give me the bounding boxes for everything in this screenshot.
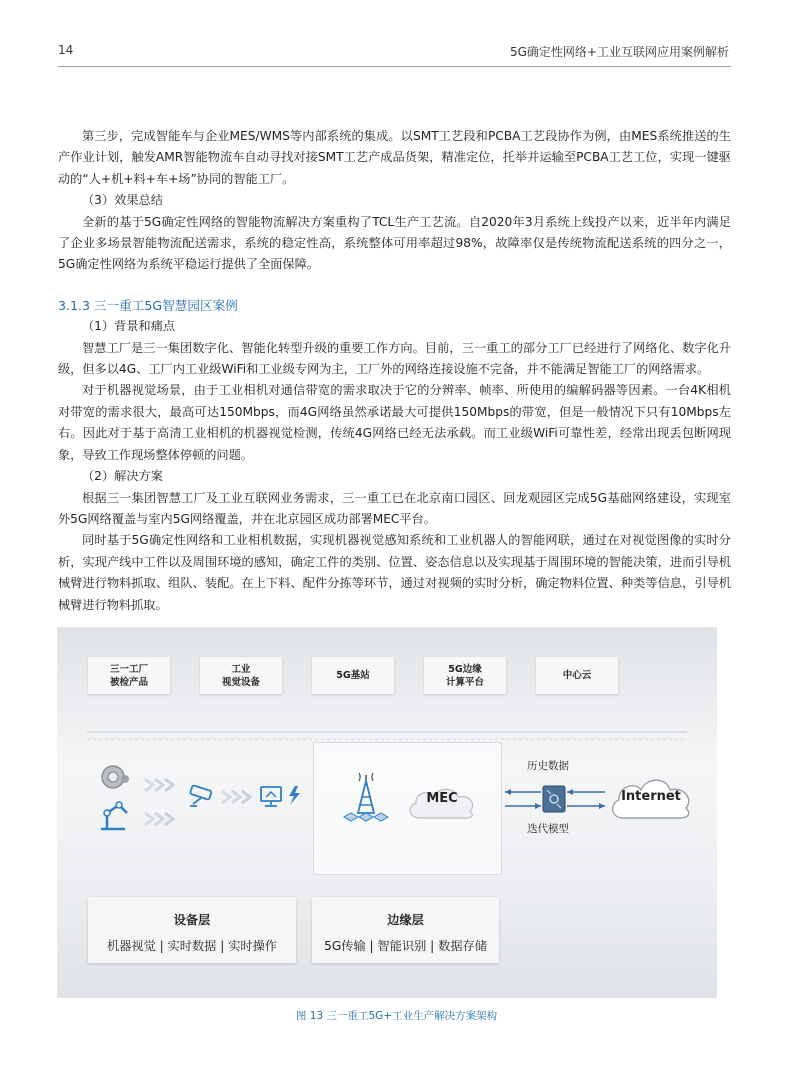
page-number: 14 [58,43,74,57]
body-text [58,126,731,616]
camera-icon [187,784,217,810]
paragraph-solution-detail: 同时基于5G确定性网络和工业相机数据，实现机器视觉感知系统和工业机器人的智能网联，通过在对视觉图像的实时分析，实现产线中工件以及周围环境的感知，确定工件的类别、位置、姿态信息以及实现基于周围环境的智能决策，进而引导机械臂进行物料抓取、组队、装配。在上下料、配件分拣等环节，通过对视频的实时分析，确定物料位置、种类等信息，引导机械臂进行物料抓取。 [58,533,731,612]
edge-layer-desc: 5G传输 | 智能识别 | 数据存储 [324,939,487,953]
running-head: 5G确定性网络+工业互联网应用案例解析 [510,45,729,59]
top-box-edge-platform: 5G边缘 计算平台 [424,657,506,694]
subheading-background: （1）背景和痛点 [82,319,176,334]
chevron-arrows-icon [143,775,187,833]
section-title: 3.1.3 三一重工5G智慧园区案例 [58,297,238,313]
device-layer-title: 设备层 [173,913,211,927]
vision-device-icon [259,783,307,811]
subheading-effect-summary: （3）效果总结 [82,193,163,208]
top-box-5g-base-station: 5G基站 [312,657,394,694]
paragraph-step-three: 第三步，完成智能车与企业MES/WMS等内部系统的集成。以SMT工艺段和PCBA工艺段协作为例，由MES系统推送的生产作业计划，触发AMR智能物流车自动寻找对接SMT工艺产成品货架，精准定位，托举并运输至PCBA工艺工位，实现一键驱动的“人+机+料+车+场”协同的智能工厂。 [58,129,731,186]
iteration-model-label: 迭代模型 [527,823,569,835]
edge-layer-box [312,897,499,963]
device-layer-desc: 机器视觉 | 实时数据 | 实时操作 [107,939,277,953]
top-box-factory-product: 三一工厂 被检产品 [88,657,170,694]
mec-label: MEC [426,791,458,806]
device-layer-box [88,897,296,963]
paragraph-solution: 根据三一集团智慧工厂及工业互联网业务需求，三一重工已在北京南口园区、回龙观园区完成5G基础网络建设，实现室外5G网络覆盖与室内5G网络覆盖，并在北京园区成功部署MEC平台。 [58,490,731,526]
robot-arm-icon [95,763,135,839]
header-rule [58,66,731,67]
paragraph-effect-summary: 全新的基于5G确定性网络的智能物流解决方案重构了TCL生产工艺流。自2020年3月系统上线投产以来，近半年内满足了企业多场景智能物流配送需求，系统的稳定性高，系统整体可用率超过98%，故障率仅是传统物流配送系统的四分之一，5G确定性网络为系统平稳运行提供了全面保障。 [58,214,731,272]
top-box-central-cloud: 中心云 [536,657,618,694]
top-box-vision-device: 工业 视觉设备 [200,657,282,694]
subheading-solution: （2）解决方案 [82,469,163,484]
5g-tower-icon [347,767,385,825]
edge-layer-title: 边缘层 [387,913,424,927]
figure-caption: 图 13 三一重工5G+工业生产解决方案架构 [295,1010,498,1022]
data-arrows-icon [505,782,611,816]
internet-label: Internet [621,789,681,804]
chevron-arrows-2-icon [220,787,260,807]
history-data-label: 历史数据 [527,760,569,772]
paragraph-background: 智慧工厂是三一集团数字化、智能化转型升级的重要工作方向。目前，三一重工的部分工厂已经进行了网络化、数字化升级，但多以4G、工厂内工业级WiFi和工业级专网为主，工厂外的网络连接设施不完备，并不能满足智能工厂的网络需求。 [58,340,731,377]
architecture-figure [57,627,717,998]
paragraph-machine-vision: 对于机器视觉场景，由于工业相机对通信带宽的需求取决于它的分辨率、帧率、所使用的编解码器等因素。一台4K相机对带宽的需求很大，最高可达150Mbps，而4G网络虽然承诺最大可提供150Mbps的带宽，但是一般情况下只有10Mbps左右。因此对于基于高清工业相机的机器视觉检测，传统4G网络已经无法承载。而工业级WiFi可靠性差，经常出现丢包断网现象，导致工作现场整体停顿的问题。 [58,383,731,462]
